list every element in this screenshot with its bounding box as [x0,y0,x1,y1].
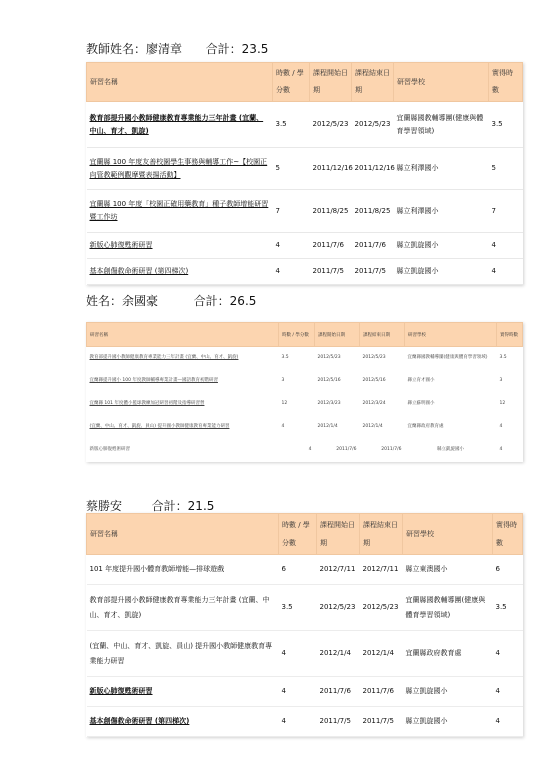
course-name: 101 年度提升國小體育教師增能—排球遊戲 [87,555,279,585]
hours-credits: 3.5 [281,355,289,361]
table-row [87,677,523,707]
course-name: (宜蘭、中山、育才、凱旋、員山) 提升國小教師健康教育專業能力研習 [87,631,279,677]
teacher-1-total: 合計：23.5 [205,42,269,56]
table-row [87,233,523,259]
hours-credits: 7 [273,190,310,233]
start-date: 2011/7/6 [317,677,360,707]
header-start-date: 課程開始日期 [315,323,360,347]
table-row [87,259,523,285]
course-name: (宜蘭、中山、育才、凱旋、員山) 提升國小教師健康教育專業能力研習 [89,424,230,429]
teacher-3-heading [86,497,214,514]
start-date: 2011/7/5 [317,707,360,737]
end-date: 2011/7/5 [352,259,394,285]
hours-credits: 5 [273,148,310,190]
table-row [87,370,523,393]
table-header-row [87,514,523,555]
header-school: 研習學校 [403,514,493,555]
end-date: 2012/5/23 [362,355,386,361]
start-date: 2012/3/23 [317,401,341,406]
header-end-date: 課程結束日期 [360,514,403,555]
hours-credits: 3.5 [279,585,317,631]
end-date: 2011/7/6 [381,447,402,452]
school: 宜蘭縣國教輔導團(健康與體育學習領域) [394,102,489,148]
start-date: 2011/12/16 [310,148,352,190]
header-hours-credits: 時數 / 學分數 [273,63,310,102]
teacher-2-training-table [86,322,523,462]
school: 宜蘭縣國教輔導團(健康與體育學習領域) [403,585,493,631]
table-row [87,148,523,190]
earned-hours: 3.5 [493,585,523,631]
school: 縣立利澤國小 [394,148,489,190]
school: 縣立凱旋國小 [403,677,493,707]
header-earned-hours: 實得時數 [489,63,523,102]
header-hours-credits: 時數 / 學分數 [279,514,317,555]
header-course-name: 研習名稱 [87,514,279,555]
earned-hours: 7 [489,190,523,233]
school: 縣立育才國小 [407,378,435,383]
course-name: 宜蘭縣 100 年度「校園正確用藥教育」種子教師增能研習暨工作坊 [87,190,273,233]
teacher-2-total: 合計：26.5 [193,294,257,308]
course-name: 新版心肺復甦術研習 [89,447,130,452]
school: 縣立利澤國小 [394,190,489,233]
start-date: 2012/7/11 [317,555,360,585]
hours-credits: 12 [281,401,288,406]
table-header-row [87,323,523,347]
table-row [87,707,523,737]
table-row [87,555,523,585]
end-date: 2012/7/11 [360,555,403,585]
school: 宜蘭縣政府教育處 [403,631,493,677]
header-end-date: 課程結束日期 [352,63,394,102]
header-school: 研習學校 [405,323,497,347]
teacher-2-heading [86,292,256,309]
teacher-1-training-table [86,62,523,285]
school: 縣立蘇明國小 [407,401,435,406]
earned-hours: 4 [489,233,523,259]
hours-credits: 6 [279,555,317,585]
header-earned-hours: 實得時數 [493,514,523,555]
school: 縣立凱旋國小 [394,233,489,259]
earned-hours: 3.5 [489,102,523,148]
header-start-date: 課程開始日期 [317,514,360,555]
table-row [87,439,523,462]
hours-credits: 4 [279,677,317,707]
table-row [87,347,523,370]
earned-hours: 5 [489,148,523,190]
table-row [87,416,523,439]
table-row [87,585,523,631]
teacher-1-name: 教師姓名：廖清章 [86,42,183,56]
header-course-name: 研習名稱 [87,323,279,347]
earned-hours: 6 [493,555,523,585]
hours-credits: 4 [273,259,310,285]
earned-hours: 3.5 [499,355,507,361]
start-date: 2012/1/4 [317,631,360,677]
table-header-row [87,63,523,102]
earned-hours: 12 [499,401,506,406]
hours-credits: 4 [279,707,317,737]
table-row [87,102,523,148]
earned-hours: 3 [499,378,503,383]
end-date: 2011/7/6 [360,677,403,707]
course-name: 基本創傷救命術研習 (第四梯次) [87,707,279,737]
start-date: 2012/5/23 [317,355,341,361]
course-name: 宜蘭縣 100 年度友善校園學生事務與輔導工作~【校園正向管教範例觀摩暨表揚活動】 [87,148,273,190]
school: 縣立凱旋國小 [437,447,464,452]
header-end-date: 課程結束日期 [360,323,405,347]
teacher-1-heading [86,40,268,57]
end-date: 2011/7/5 [360,707,403,737]
table-row [87,393,523,416]
end-date: 2012/1/4 [362,424,383,429]
course-name: 新版心肺復甦術研習 [87,233,273,259]
start-date: 2012/1/4 [317,424,338,429]
end-date: 2011/7/6 [352,233,394,259]
start-date: 2012/5/16 [317,378,341,383]
earned-hours: 4 [499,424,503,429]
header-course-name: 研習名稱 [87,63,273,102]
earned-hours: 4 [493,707,523,737]
hours-credits: 3.5 [273,102,310,148]
course-name: 基本創傷救命術研習 (第四梯次) [87,259,273,285]
end-date: 2012/1/4 [360,631,403,677]
end-date: 2012/5/16 [362,378,386,383]
school: 縣立凱旋國小 [394,259,489,285]
course-name: 宜蘭縣 101 年度體小籃球教練加冠研習初階及指導研習營 [89,401,205,406]
hours-credits: 4 [273,233,310,259]
hours-credits: 4 [279,631,317,677]
end-date: 2012/5/23 [360,585,403,631]
end-date: 2011/8/25 [352,190,394,233]
earned-hours: 4 [493,631,523,677]
end-date: 2012/3/24 [362,401,386,406]
teacher-3-name: 蔡勝安 [86,499,123,513]
start-date: 2011/7/5 [310,259,352,285]
earned-hours: 4 [489,259,523,285]
teacher-3-training-table [86,513,523,737]
table-row [87,190,523,233]
course-name: 新版心肺復甦術研習 [87,677,279,707]
header-start-date: 課程開始日期 [310,63,352,102]
school: 宜蘭縣國教輔導團(健康與體育學習領域) [407,355,488,361]
earned-hours: 4 [493,677,523,707]
header-school: 研習學校 [394,63,489,102]
school: 縣立凱旋國小 [403,707,493,737]
course-name: 宜蘭縣提升國小 100 年度教師輔導專業計畫—國語教育初階研習 [89,378,218,383]
teacher-3-total: 合計：21.5 [151,499,215,513]
school: 宜蘭縣政府教育處 [407,424,444,429]
school: 縣立東澳國小 [403,555,493,585]
start-date: 2012/5/23 [310,102,352,148]
hours-credits: 3 [281,378,285,383]
teacher-2-name: 姓名：余國豪 [86,294,159,308]
end-date: 2012/5/23 [352,102,394,148]
course-name: 教育部提升國小教師健康教育專業能力三年計畫 (宜蘭、中山、育才、凱旋) [87,585,279,631]
hours-credits: 4 [281,424,285,429]
course-name: 教育部提升國小教師健康教育專業能力三年計畫 (宜蘭、中山、育才、凱旋) [87,102,273,148]
header-hours-credits: 時數 / 學分數 [279,323,315,347]
start-date: 2011/7/6 [336,447,357,452]
header-earned-hours: 實得時數 [497,323,523,347]
table-row [87,631,523,677]
start-date: 2011/7/6 [310,233,352,259]
course-name: 教育部提升國小教師健康教育專業能力三年計畫 (宜蘭、中山、育才、凱旋) [89,355,239,361]
hours-credits: 4 [308,447,312,452]
end-date: 2011/12/16 [352,148,394,190]
start-date: 2012/5/23 [317,585,360,631]
earned-hours: 4 [499,447,503,452]
start-date: 2011/8/25 [310,190,352,233]
